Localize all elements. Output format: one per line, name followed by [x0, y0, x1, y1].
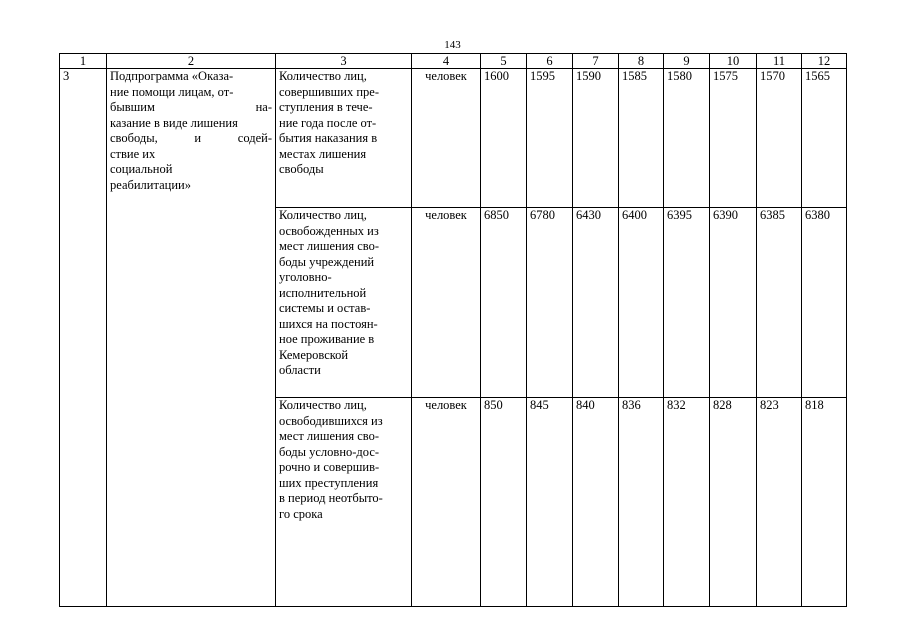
text-line: боды учреждений [279, 254, 375, 269]
value-cell: 6385 [757, 208, 802, 398]
value-cell: 1565 [802, 69, 847, 208]
text-line: местах лишения [279, 146, 367, 161]
indicator-cell [276, 208, 412, 398]
value-cell: 6390 [710, 208, 757, 398]
indicators-table [59, 53, 847, 607]
text-line: мест лишения сво- [279, 429, 380, 443]
header-row [60, 54, 847, 69]
unit-cell: человек [412, 208, 481, 398]
value-cell: 6780 [527, 208, 573, 398]
value-cell: 832 [664, 398, 710, 607]
text-line: свободы [279, 162, 324, 176]
unit-cell: человек [412, 398, 481, 607]
text-line: Количество лиц, [279, 398, 367, 412]
text-line: области [279, 363, 321, 377]
text-line: ствие их [110, 146, 156, 161]
text-line: реабилитации» [110, 177, 191, 192]
value-cell: 6430 [573, 208, 619, 398]
program-name [107, 69, 276, 607]
text-line: боды условно-дос- [279, 444, 380, 459]
header-cell: 10 [710, 54, 757, 69]
text-line: в период неотбыто- [279, 491, 383, 505]
header-cell: 1 [60, 54, 107, 69]
text-line: исполнительной [279, 285, 367, 300]
page-number: 143 [444, 39, 461, 51]
header-cell: 11 [757, 54, 802, 69]
header-cell: 9 [664, 54, 710, 69]
value-cell: 1600 [481, 69, 527, 208]
header-cell: 2 [107, 54, 276, 69]
text-line: Подпрограмма «Оказа- [110, 69, 234, 83]
value-cell: 840 [573, 398, 619, 607]
text-line: ное проживание в [279, 332, 375, 346]
text-line: ступления в тече- [279, 100, 373, 114]
header-cell: 12 [802, 54, 847, 69]
value-cell: 836 [619, 398, 664, 607]
header-cell: 6 [527, 54, 573, 69]
header-cell: 3 [276, 54, 412, 69]
text-line: бывшим на- [110, 100, 272, 114]
text-line: рочно и совершив- [279, 460, 380, 474]
text-line: уголовно- [279, 270, 332, 284]
value-cell: 6395 [664, 208, 710, 398]
header-cell: 5 [481, 54, 527, 69]
value-cell: 823 [757, 398, 802, 607]
text-line: освобожденных из [279, 223, 379, 238]
text-line: Кемеровской [279, 347, 349, 362]
program-number: 3 [60, 69, 107, 607]
table-row [60, 69, 847, 208]
text-line: шихся на постоян- [279, 316, 378, 331]
text-line: го срока [279, 506, 323, 521]
text-line: казание в виде лишения [110, 115, 238, 130]
header-cell: 8 [619, 54, 664, 69]
value-cell: 6380 [802, 208, 847, 398]
text-line: ших преступления [279, 475, 379, 490]
value-cell: 845 [527, 398, 573, 607]
text-line: свободы, и содей- [110, 131, 272, 145]
text-line: бытия наказания в [279, 131, 378, 145]
value-cell: 818 [802, 398, 847, 607]
value-cell: 6850 [481, 208, 527, 398]
value-cell: 1590 [573, 69, 619, 208]
header-cell: 7 [573, 54, 619, 69]
value-cell: 1585 [619, 69, 664, 208]
text-line: социальной [110, 162, 173, 176]
unit-cell: человек [412, 69, 481, 208]
text-line: системы и остав- [279, 301, 371, 315]
value-cell: 828 [710, 398, 757, 607]
value-cell: 1580 [664, 69, 710, 208]
text-line: Количество лиц, [279, 208, 367, 222]
value-cell: 6400 [619, 208, 664, 398]
text-line: ние года после от- [279, 115, 377, 130]
indicator-cell [276, 69, 412, 208]
text-line: Количество лиц, [279, 69, 367, 83]
indicator-cell [276, 398, 412, 607]
text-line: ние помощи лицам, от- [110, 84, 234, 99]
text-line: освободившихся из [279, 413, 383, 428]
value-cell: 850 [481, 398, 527, 607]
header-cell: 4 [412, 54, 481, 69]
value-cell: 1595 [527, 69, 573, 208]
value-cell: 1570 [757, 69, 802, 208]
text-line: совершивших пре- [279, 84, 379, 99]
value-cell: 1575 [710, 69, 757, 208]
text-line: мест лишения сво- [279, 239, 380, 253]
